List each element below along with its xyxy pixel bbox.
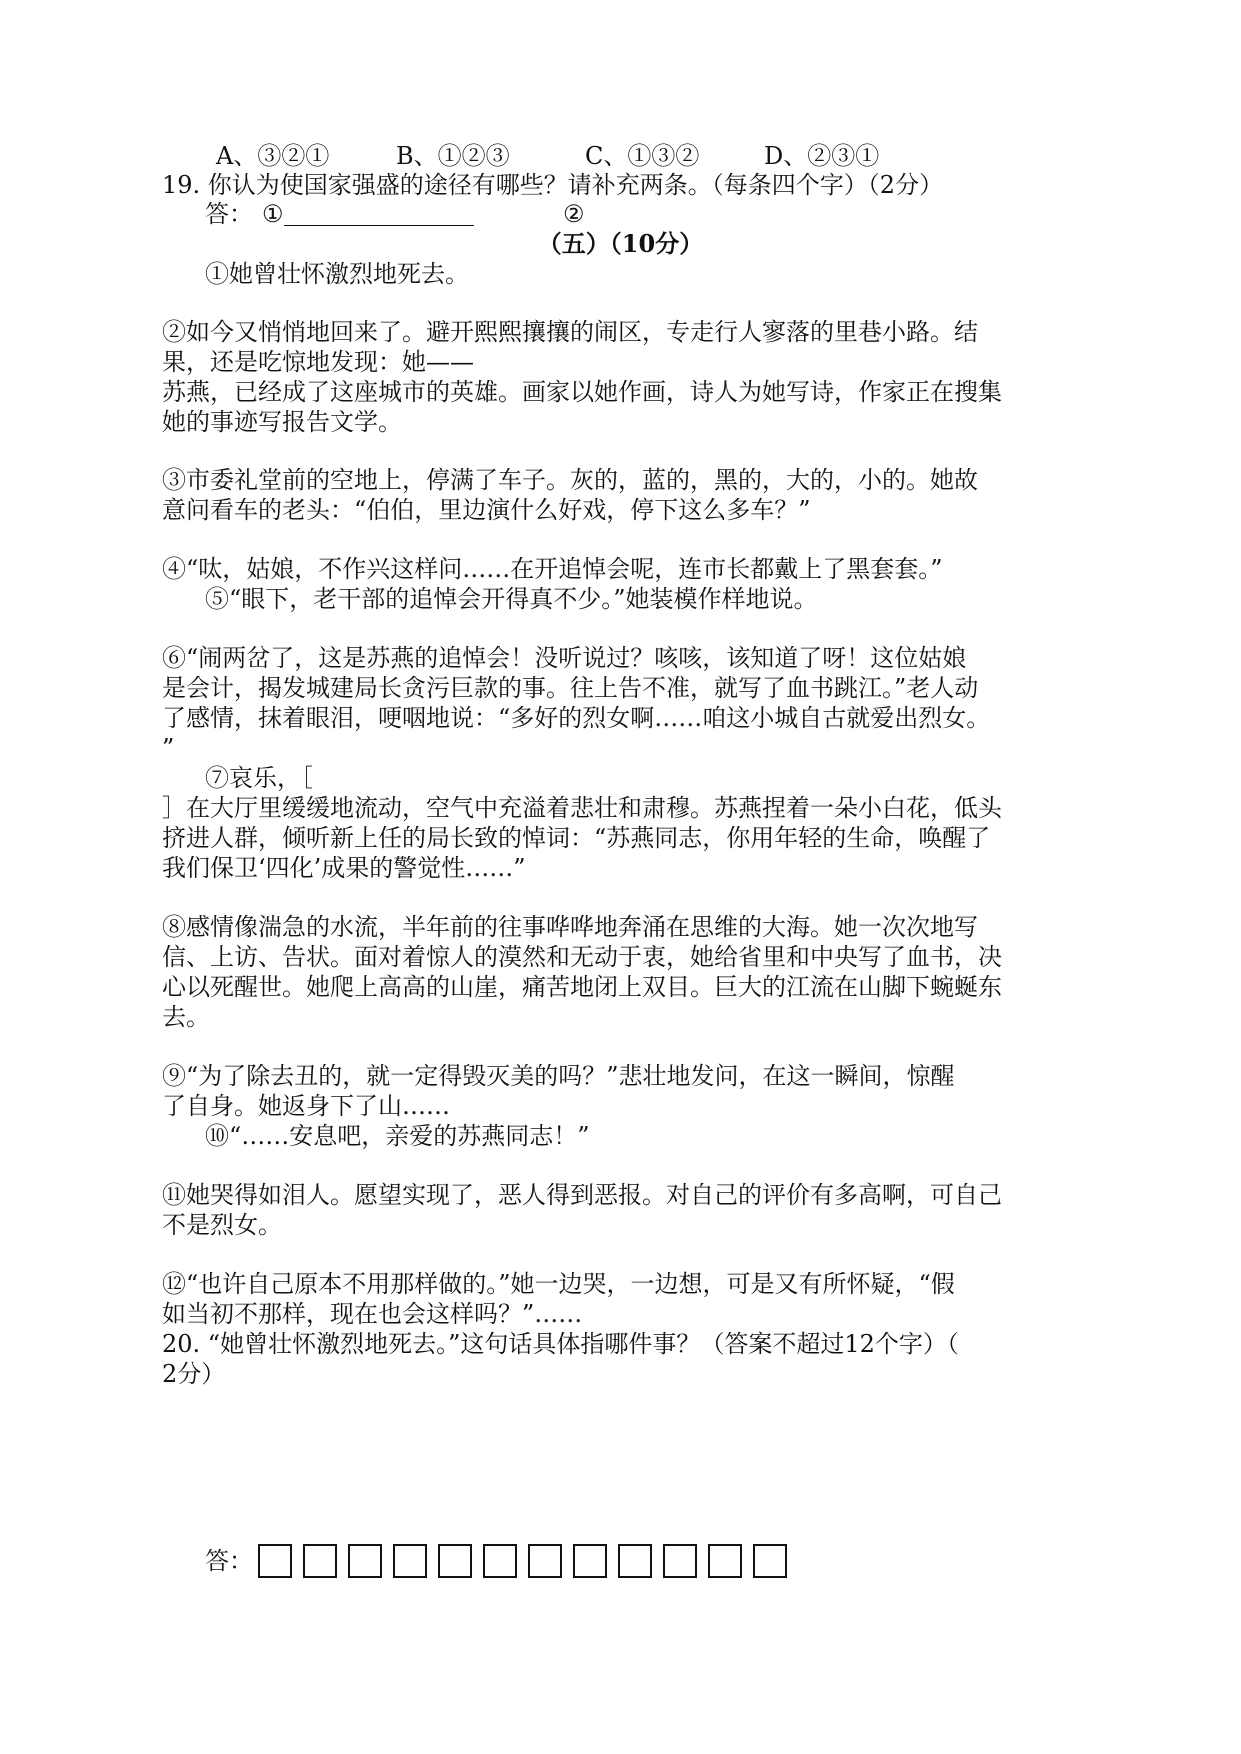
q18-option-c: C、①③② [585, 142, 700, 170]
paragraph-9-line: ⑨“为了除去丑的，就一定得毁灭美的吗？”悲壮地发问，在这一瞬间，惊醒 [162, 1062, 955, 1090]
paragraph-7-line: ⑦哀乐，［ [205, 764, 313, 792]
paragraph-12-line: 如当初不那样，现在也会这样吗？”…… [162, 1300, 583, 1328]
paragraph-3-line: 意问看车的老头：“伯伯，里边演什么好戏，停下这么多车？” [162, 496, 811, 524]
paragraph-8-line: ⑧感情像湍急的水流，半年前的往事哗哗地奔涌在思维的大海。她一次次地写 [162, 913, 978, 941]
q20-question-line-1: 20. “她曾壮怀激烈地死去。”这句话具体指哪件事？（答案不超过12个字）（ [162, 1330, 959, 1358]
paragraph-8-line: 去。 [162, 1003, 210, 1031]
paragraph-10: ⑩“……安息吧，亲爱的苏燕同志！” [205, 1122, 590, 1150]
section-title: （五）（10分） [537, 229, 704, 258]
answer-box[interactable] [393, 1544, 427, 1578]
paragraph-2-line: ②如今又悄悄地回来了。避开熙熙攘攘的闹区，专走行人寥落的里巷小路。结 [162, 318, 978, 346]
answer-box[interactable] [618, 1544, 652, 1578]
paragraph-3-line: ③市委礼堂前的空地上，停满了车子。灰的，蓝的，黑的，大的，小的。她故 [162, 466, 978, 494]
q20-answer-label: 答： [205, 1547, 253, 1575]
paragraph-7-line: 我们保卫‘四化’成果的警觉性……” [162, 854, 526, 882]
paragraph-8-line: 信、上访、告状。面对着惊人的漠然和无动于衷，她给省里和中央写了血书，决 [162, 943, 1002, 971]
paragraph-7-line: 挤进人群，倾听新上任的局长致的悼词：“苏燕同志，你用年轻的生命，唤醒了 [162, 824, 991, 852]
q18-option-a: A、③②① [216, 142, 330, 170]
q18-option-b: B、①②③ [396, 142, 510, 170]
paragraph-2-line: 果，还是吃惊地发现：她—— [162, 348, 474, 376]
answer-box[interactable] [708, 1544, 742, 1578]
paragraph-5: ⑤“眼下，老干部的追悼会开得真不少。”她装模作样地说。 [205, 585, 818, 613]
answer-box[interactable] [348, 1544, 382, 1578]
answer-box[interactable] [573, 1544, 607, 1578]
paragraph-4: ④“呔，姑娘，不作兴这样问……在开追悼会呢，连市长都戴上了黑套套。” [162, 555, 943, 583]
paragraph-2-line: 她的事迹写报告文学。 [162, 408, 402, 436]
q19-mark-1: ① [262, 200, 284, 228]
answer-box[interactable] [753, 1544, 787, 1578]
paragraph-1: ①她曾壮怀激烈地死去。 [205, 260, 469, 288]
paragraph-2-line: 苏燕，已经成了这座城市的英雄。画家以她作画，诗人为她写诗，作家正在搜集 [162, 378, 1002, 406]
paragraph-12-line: ⑫“也许自己原本不用那样做的。”她一边哭，一边想，可是又有所怀疑，“假 [162, 1270, 955, 1298]
paragraph-9-line: 了自身。她返身下了山…… [162, 1092, 450, 1120]
paragraph-8-line: 心以死醒世。她爬上高高的山崖，痛苦地闭上双目。巨大的江流在山脚下蜿蜒东 [162, 973, 1002, 1001]
paragraph-6-line: ⑥“闹两岔了，这是苏燕的追悼会！没听说过？咳咳，该知道了呀！这位姑娘 [162, 644, 967, 672]
paragraph-7-line: ］在大厅里缓缓地流动，空气中充溢着悲壮和肃穆。苏燕捏着一朵小白花，低头 [162, 794, 1002, 822]
paragraph-6-line: 了感情，抹着眼泪，哽咽地说：“多好的烈女啊……咱这小城自古就爱出烈女。 [162, 704, 991, 732]
answer-box[interactable] [438, 1544, 472, 1578]
answer-box[interactable] [663, 1544, 697, 1578]
q19-question: 19. 你认为使国家强盛的途径有哪些？请补充两条。（每条四个字）（2分） [162, 171, 944, 199]
q19-blank-1[interactable] [284, 203, 474, 226]
q20-question-line-2: 2分） [162, 1360, 226, 1388]
answer-box[interactable] [483, 1544, 517, 1578]
paragraph-6-line: 是会计，揭发城建局长贪污巨款的事。往上告不准，就写了血书跳江。”老人动 [162, 674, 979, 702]
answer-box[interactable] [528, 1544, 562, 1578]
answer-box[interactable] [258, 1544, 292, 1578]
paragraph-11-line: 不是烈女。 [162, 1211, 282, 1239]
q19-answer-label: 答： [205, 200, 253, 228]
paragraph-11-line: ⑪她哭得如泪人。愿望实现了，恶人得到恶报。对自己的评价有多高啊，可自己 [162, 1181, 1002, 1209]
answer-box[interactable] [303, 1544, 337, 1578]
q18-option-d: D、②③① [764, 142, 880, 170]
q19-mark-2: ② [563, 200, 585, 228]
q19-answer-1[interactable] [262, 199, 474, 229]
paragraph-6-line: ” [162, 734, 175, 762]
